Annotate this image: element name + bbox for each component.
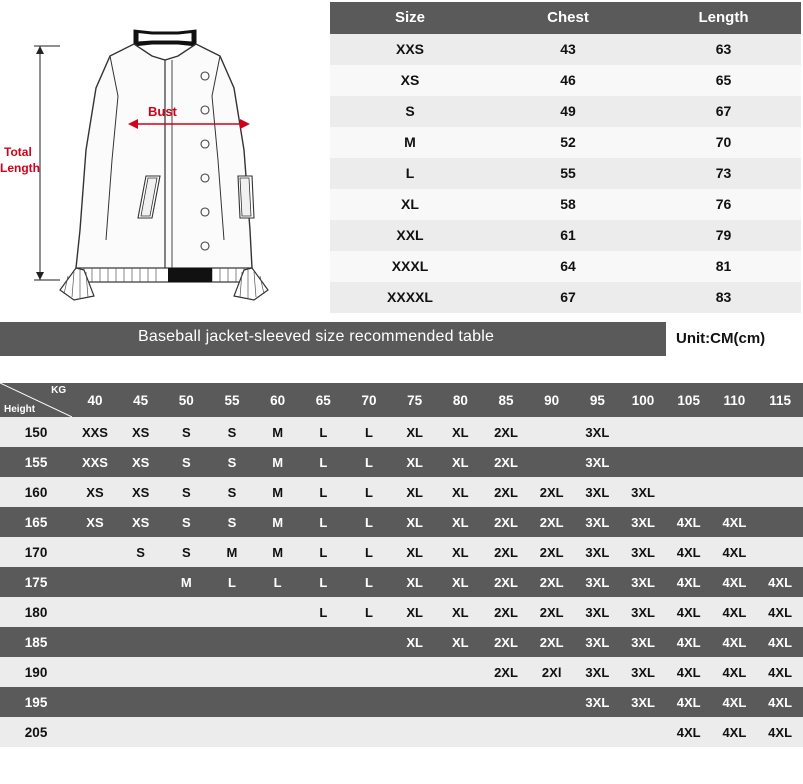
size-cell: 2XL (529, 597, 575, 627)
size-cell: M (255, 537, 301, 567)
size-cell: S (163, 507, 209, 537)
length-cell: 83 (646, 282, 801, 313)
weight-header: 65 (300, 383, 346, 417)
size-cell (255, 657, 301, 687)
weight-header: 105 (666, 383, 712, 417)
size-cell: XS (330, 65, 490, 96)
size-cell (209, 687, 255, 717)
size-cell (209, 657, 255, 687)
size-cell (666, 447, 712, 477)
chest-cell: 55 (490, 158, 646, 189)
size-chart-header-size: Size (330, 2, 490, 34)
size-cell (118, 627, 164, 657)
size-cell (757, 537, 803, 567)
size-cell: L (330, 158, 490, 189)
size-cell: 3XL (575, 627, 621, 657)
size-cell (300, 687, 346, 717)
size-cell (300, 627, 346, 657)
size-cell (757, 477, 803, 507)
size-cell (529, 717, 575, 747)
size-cell: 4XL (712, 657, 758, 687)
size-cell: 3XL (575, 567, 621, 597)
length-cell: 63 (646, 34, 801, 65)
size-cell: 3XL (620, 597, 666, 627)
size-cell (118, 567, 164, 597)
size-cell: S (118, 537, 164, 567)
size-cell: S (163, 477, 209, 507)
size-cell: XL (392, 507, 438, 537)
unit-label: Unit:CM(cm) (676, 330, 766, 347)
size-cell: 4XL (757, 657, 803, 687)
size-cell: 4XL (757, 717, 803, 747)
size-cell: L (346, 447, 392, 477)
weight-header: 55 (209, 383, 255, 417)
size-cell (346, 717, 392, 747)
weight-header: 110 (712, 383, 758, 417)
size-cell: XL (438, 477, 484, 507)
size-cell (300, 717, 346, 747)
height-cell: 155 (0, 447, 72, 477)
height-cell: 180 (0, 597, 72, 627)
size-cell: XL (392, 417, 438, 447)
chest-cell: 64 (490, 251, 646, 282)
size-cell (118, 657, 164, 687)
size-cell (620, 447, 666, 477)
size-cell: 2XL (483, 657, 529, 687)
size-cell: 2XL (529, 507, 575, 537)
size-cell: L (346, 537, 392, 567)
jacket-diagram (0, 0, 330, 310)
size-cell: 3XL (620, 657, 666, 687)
size-cell: M (209, 537, 255, 567)
size-cell: 3XL (575, 417, 621, 447)
size-cell: XXS (72, 447, 118, 477)
size-cell: XL (438, 537, 484, 567)
size-cell: 4XL (712, 537, 758, 567)
height-cell: 160 (0, 477, 72, 507)
size-cell: XS (72, 507, 118, 537)
size-cell: XXS (330, 34, 490, 65)
size-cell: 4XL (712, 627, 758, 657)
size-cell: L (300, 417, 346, 447)
height-cell: 190 (0, 657, 72, 687)
height-cell: 150 (0, 417, 72, 447)
size-cell: XL (330, 189, 490, 220)
size-cell: XS (118, 417, 164, 447)
size-cell: L (300, 507, 346, 537)
table-row (0, 447, 803, 477)
size-cell: XL (438, 447, 484, 477)
size-cell (255, 627, 301, 657)
size-cell: 3XL (575, 477, 621, 507)
size-cell (163, 657, 209, 687)
weight-header: 40 (72, 383, 118, 417)
chest-cell: 52 (490, 127, 646, 158)
table-row (330, 189, 801, 220)
table-row (0, 567, 803, 597)
size-cell: M (330, 127, 490, 158)
size-cell: XXL (330, 220, 490, 251)
chest-cell: 43 (490, 34, 646, 65)
weight-header: 95 (575, 383, 621, 417)
table-row (330, 34, 801, 65)
size-cell: 2XL (529, 627, 575, 657)
size-cell: 3XL (620, 477, 666, 507)
size-cell (529, 447, 575, 477)
length-cell: 73 (646, 158, 801, 189)
size-cell: L (346, 477, 392, 507)
size-cell: 4XL (757, 627, 803, 657)
table-row (0, 477, 803, 507)
size-cell: L (300, 447, 346, 477)
size-cell (666, 477, 712, 507)
size-cell (438, 657, 484, 687)
size-cell (666, 417, 712, 447)
table-row (0, 537, 803, 567)
size-cell (163, 627, 209, 657)
size-cell: 4XL (712, 507, 758, 537)
size-cell (575, 717, 621, 747)
size-cell (757, 507, 803, 537)
size-cell (757, 417, 803, 447)
table-row (330, 220, 801, 251)
size-cell (72, 627, 118, 657)
table-row (0, 417, 803, 447)
weight-header: 80 (438, 383, 484, 417)
size-cell: 3XL (620, 537, 666, 567)
weight-header: 50 (163, 383, 209, 417)
matrix-kg-label: KG (51, 385, 67, 396)
length-cell: 76 (646, 189, 801, 220)
size-cell: 4XL (666, 657, 712, 687)
size-cell: XL (438, 567, 484, 597)
size-cell: XL (392, 537, 438, 567)
height-weight-size-matrix (0, 383, 803, 747)
size-cell: 4XL (666, 687, 712, 717)
size-cell: 4XL (712, 687, 758, 717)
size-cell: XL (392, 627, 438, 657)
length-cell: 81 (646, 251, 801, 282)
size-cell: 2XL (483, 567, 529, 597)
size-cell: 2XL (483, 597, 529, 627)
size-cell: L (346, 417, 392, 447)
size-cell: L (255, 567, 301, 597)
size-cell (163, 597, 209, 627)
size-cell (620, 417, 666, 447)
size-cell: 2XL (483, 627, 529, 657)
size-cell: L (209, 567, 255, 597)
size-cell: 4XL (757, 597, 803, 627)
size-cell (529, 687, 575, 717)
chest-cell: 58 (490, 189, 646, 220)
size-cell: XXXL (330, 251, 490, 282)
size-cell (346, 627, 392, 657)
recommended-table-banner (0, 322, 803, 360)
banner-title: Baseball jacket-sleeved size recommended table (138, 328, 495, 345)
length-cell: 70 (646, 127, 801, 158)
size-cell: XS (118, 447, 164, 477)
height-cell: 165 (0, 507, 72, 537)
size-cell: XXS (72, 417, 118, 447)
size-cell (209, 717, 255, 747)
size-cell (438, 687, 484, 717)
weight-header: 60 (255, 383, 301, 417)
size-cell: XXXXL (330, 282, 490, 313)
size-cell: S (209, 417, 255, 447)
size-cell (209, 627, 255, 657)
size-cell (712, 417, 758, 447)
size-cell (72, 657, 118, 687)
height-cell: 170 (0, 537, 72, 567)
size-cell (255, 597, 301, 627)
table-row (330, 282, 801, 313)
weight-header: 115 (757, 383, 803, 417)
length-cell: 65 (646, 65, 801, 96)
size-cell: L (346, 567, 392, 597)
size-cell (255, 717, 301, 747)
size-cell: 2XL (483, 507, 529, 537)
size-cell: 3XL (575, 657, 621, 687)
jacket-illustration-svg (0, 0, 330, 310)
size-cell: S (163, 447, 209, 477)
bust-label: Bust (148, 104, 177, 119)
size-cell: 2XL (529, 567, 575, 597)
size-cell (118, 687, 164, 717)
size-cell: L (300, 597, 346, 627)
weight-header: 45 (118, 383, 164, 417)
size-cell (712, 477, 758, 507)
size-cell: 4XL (666, 537, 712, 567)
table-row (330, 127, 801, 158)
height-cell: 205 (0, 717, 72, 747)
size-cell: 4XL (666, 567, 712, 597)
size-cell: L (346, 597, 392, 627)
size-cell: XL (438, 597, 484, 627)
size-cell: XL (392, 567, 438, 597)
size-cell: 2XL (483, 537, 529, 567)
size-cell: 3XL (575, 597, 621, 627)
size-cell: L (300, 477, 346, 507)
chest-cell: 49 (490, 96, 646, 127)
length-cell: 67 (646, 96, 801, 127)
size-cell: 2Xl (529, 657, 575, 687)
table-row (0, 597, 803, 627)
table-row (0, 507, 803, 537)
size-cell (255, 687, 301, 717)
size-cell: M (255, 507, 301, 537)
size-cell (209, 597, 255, 627)
chest-cell: 61 (490, 220, 646, 251)
table-row (330, 65, 801, 96)
matrix-header-row (0, 383, 803, 417)
size-cell (72, 567, 118, 597)
size-cell (72, 597, 118, 627)
size-chart-header-length: Length (646, 2, 801, 34)
size-cell: 3XL (620, 507, 666, 537)
size-cell (118, 597, 164, 627)
total-length-label-line1: Total (4, 145, 32, 159)
size-cell: 3XL (575, 537, 621, 567)
size-cell: 4XL (666, 717, 712, 747)
chest-cell: 67 (490, 282, 646, 313)
size-cell: 3XL (620, 567, 666, 597)
size-cell: XL (392, 477, 438, 507)
size-cell: 4XL (666, 507, 712, 537)
size-cell: 2XL (529, 477, 575, 507)
size-cell (392, 657, 438, 687)
size-cell (483, 717, 529, 747)
size-cell: M (255, 417, 301, 447)
weight-header: 75 (392, 383, 438, 417)
size-cell: L (346, 507, 392, 537)
size-cell (72, 537, 118, 567)
size-cell (438, 717, 484, 747)
size-cell: 3XL (620, 627, 666, 657)
size-cell: 2XL (483, 447, 529, 477)
height-cell: 185 (0, 627, 72, 657)
size-cell: 4XL (712, 717, 758, 747)
size-chart-header-chest: Chest (490, 2, 646, 34)
size-cell (346, 687, 392, 717)
table-row (330, 251, 801, 282)
weight-header: 70 (346, 383, 392, 417)
table-row (0, 657, 803, 687)
table-row (330, 158, 801, 189)
size-cell: XS (118, 507, 164, 537)
size-cell: 2XL (483, 417, 529, 447)
size-cell: 3XL (620, 687, 666, 717)
length-cell: 79 (646, 220, 801, 251)
size-cell: 4XL (712, 597, 758, 627)
size-cell: XS (72, 477, 118, 507)
matrix-height-label: Height (4, 404, 36, 415)
size-cell: 4XL (757, 687, 803, 717)
size-cell (620, 717, 666, 747)
size-cell: S (163, 537, 209, 567)
size-chart-header-row (330, 2, 801, 34)
weight-header: 85 (483, 383, 529, 417)
weight-header: 100 (620, 383, 666, 417)
size-cell (712, 447, 758, 477)
size-cell: XL (392, 597, 438, 627)
size-cell (392, 687, 438, 717)
size-chart-table (330, 2, 801, 313)
size-cell (163, 717, 209, 747)
size-cell: 4XL (757, 567, 803, 597)
table-row (0, 717, 803, 747)
size-cell (483, 687, 529, 717)
size-cell: S (209, 447, 255, 477)
size-cell: M (163, 567, 209, 597)
size-cell (72, 717, 118, 747)
size-cell: 3XL (575, 507, 621, 537)
size-cell: XL (438, 627, 484, 657)
size-cell: L (300, 567, 346, 597)
size-cell: XS (118, 477, 164, 507)
top-section (0, 0, 803, 310)
table-row (330, 96, 801, 127)
size-cell: 4XL (666, 627, 712, 657)
size-cell: 3XL (575, 447, 621, 477)
size-cell: 2XL (483, 477, 529, 507)
table-row (0, 687, 803, 717)
size-cell (72, 687, 118, 717)
size-cell: M (255, 447, 301, 477)
matrix-corner-cell (0, 383, 72, 417)
total-length-label-line2: Length (0, 161, 40, 175)
size-cell: 4XL (666, 597, 712, 627)
size-cell: S (209, 507, 255, 537)
chest-cell: 46 (490, 65, 646, 96)
size-cell: XL (392, 447, 438, 477)
size-cell (300, 657, 346, 687)
weight-header: 90 (529, 383, 575, 417)
height-cell: 195 (0, 687, 72, 717)
size-cell: S (330, 96, 490, 127)
size-cell: M (255, 477, 301, 507)
size-cell (118, 717, 164, 747)
size-cell (529, 417, 575, 447)
size-cell (346, 657, 392, 687)
size-cell: L (300, 537, 346, 567)
size-cell (757, 447, 803, 477)
height-cell: 175 (0, 567, 72, 597)
size-cell: 3XL (575, 687, 621, 717)
size-cell: XL (438, 507, 484, 537)
size-cell (392, 717, 438, 747)
size-cell: S (163, 417, 209, 447)
size-cell: XL (438, 417, 484, 447)
size-cell (163, 687, 209, 717)
size-cell: 4XL (712, 567, 758, 597)
size-cell: S (209, 477, 255, 507)
table-row (0, 627, 803, 657)
size-cell: 2XL (529, 537, 575, 567)
